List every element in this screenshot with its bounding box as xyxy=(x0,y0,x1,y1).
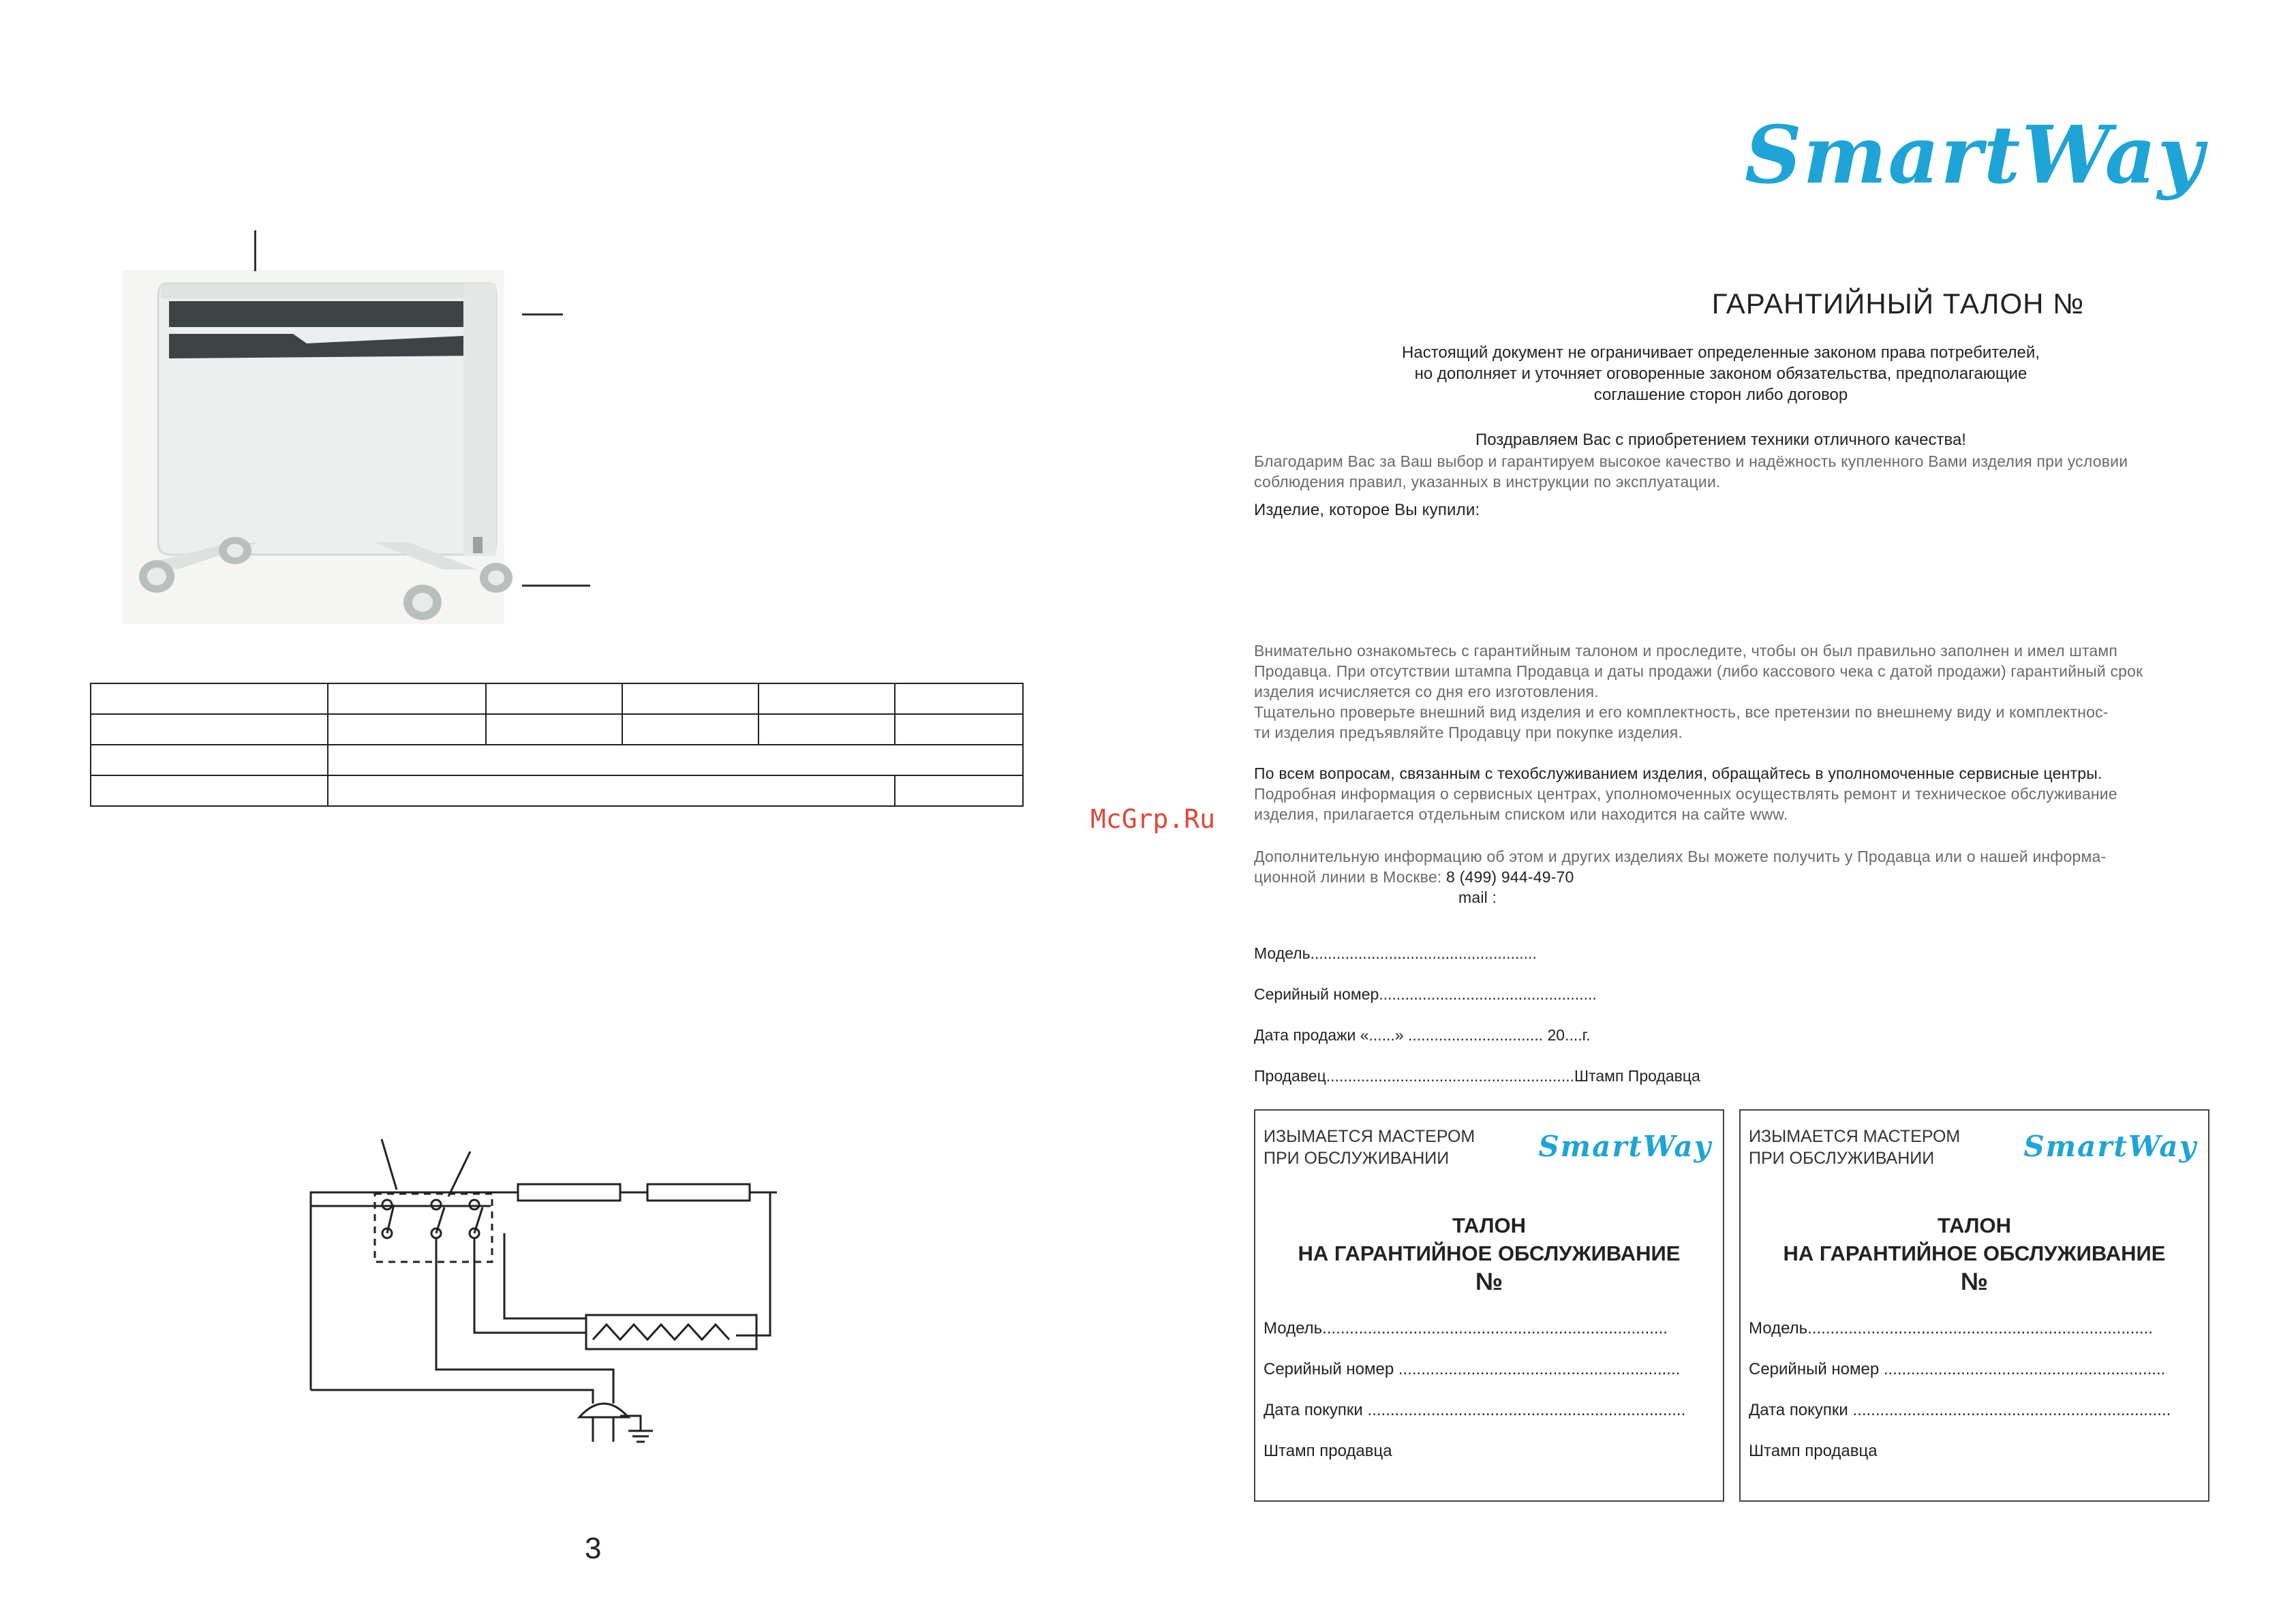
coupon-header: ИЗЫМАЕТСЯ МАСТЕРОМ ПРИ ОБСЛУЖИВАНИИ xyxy=(1749,1127,1961,1168)
coupon-header: ИЗЫМАЕТСЯ МАСТЕРОМ ПРИ ОБСЛУЖИВАНИИ xyxy=(1264,1127,1475,1168)
purchased-label: Изделие, которое Вы купили: xyxy=(1254,501,1480,519)
service-info-paragraph: Подробная информация о сервисных центрах, уполномоченных осуществлять ремонт и техническое обслуживание изделия, прилагается отдельным списком или находится на сайте www. xyxy=(1254,785,2117,823)
field-model: Модель.................................................... xyxy=(1254,944,1537,962)
coupon-model: Модель............................................................................ xyxy=(1264,1319,1668,1338)
attention-paragraph: Внимательно ознакомьтесь с гарантийным талоном и проследите, чтобы он был правильно заполнен и имел штамп Продавца. При отсутствии штампа Продавца и даты продажи (либо кассового чека с датой продажи) гарантийный срок изделия исчисляется со дня его изготовления. Тщательно проверьте внешний вид изделия и его комплектность, все претензии по внешнему виду и комплектнос- ти изделия предъявляйте Продавцу при покупке изделия. xyxy=(1254,642,2143,741)
coupon-model: Модель............................................................................ xyxy=(1749,1319,2153,1338)
phone-number: 8 (499) 944-49-70 xyxy=(1446,868,1574,886)
table-row xyxy=(91,745,1023,775)
coupon-title: ТАЛОН НА ГАРАНТИЙНОЕ ОБСЛУЖИВАНИЕ № xyxy=(1783,1214,2166,1295)
coupon-logo: SmartWay xyxy=(2023,1130,2197,1163)
service-coupon-1 xyxy=(1254,1109,1724,1502)
table-row xyxy=(91,714,1023,745)
coupon-stamp: Штамп продавца xyxy=(1264,1442,1392,1460)
heater-illustration xyxy=(123,270,532,638)
coupon-title: ТАЛОН НА ГАРАНТИЙНОЕ ОБСЛУЖИВАНИЕ № xyxy=(1298,1214,1681,1295)
coupon-date: Дата покупки ...................................................................... xyxy=(1264,1401,1686,1419)
field-seller: Продавец.........................................................Штамп Продавца xyxy=(1254,1067,1700,1085)
watermark: McGrp.Ru xyxy=(1090,804,1216,834)
heater-drawing xyxy=(123,270,532,638)
coupon-serial: Серийный номер .............................................................. xyxy=(1264,1360,1681,1378)
mail-label: mail : xyxy=(1458,888,1497,906)
coupon-logo: SmartWay xyxy=(1538,1130,1712,1163)
leader-line-right-bottom xyxy=(522,585,590,587)
congrats-text: Поздравляем Вас с приобретением техники отличного качества! xyxy=(1475,431,1966,449)
wiring-diagram xyxy=(300,1131,777,1458)
wiring-schematic xyxy=(300,1131,777,1458)
coupon-stamp: Штамп продавца xyxy=(1749,1442,1878,1460)
leader-line-right-top xyxy=(522,313,563,315)
warranty-title: ГАРАНТИЙНЫЙ ТАЛОН № xyxy=(1711,288,2085,320)
specifications-table xyxy=(90,683,1024,807)
leader-line-top xyxy=(254,230,256,271)
field-serial: Серийный номер.................................................. xyxy=(1254,985,1597,1003)
extra-info-paragraph: Дополнительную информацию об этом и других изделиях Вы можете получить у Продавца или о нашей информа- ционной линии в Москве: 8 (499) 944-49-70 xyxy=(1254,848,2107,886)
service-coupon-2 xyxy=(1739,1109,2209,1502)
intro-text: Настоящий документ не ограничивает определенные законом права потребителей, но дополняет и уточняет оговоренные законом обязательства, предполагающие соглашение сторон либо договор xyxy=(1402,343,2040,404)
field-sale-date: Дата продажи «......» ............................... 20....г. xyxy=(1254,1026,1591,1044)
smartway-logo: SmartWay xyxy=(1745,109,2205,202)
service-paragraph: По всем вопросам, связанным с техобслуживанием изделия, обращайтесь в уполномоченные сервисные центры. xyxy=(1254,764,2102,782)
coupon-date: Дата покупки ...................................................................... xyxy=(1749,1401,2171,1419)
table-row xyxy=(91,775,1023,806)
table-row xyxy=(91,683,1023,714)
thanks-paragraph: Благодарим Вас за Ваш выбор и гарантируем высокое качество и надёжность купленного Вами изделия при условии соблюдения правил, указанных в инструкции по эксплуатации. xyxy=(1254,452,2128,491)
coupon-serial: Серийный номер .............................................................. xyxy=(1749,1360,2166,1378)
page-number: 3 xyxy=(585,1532,602,1565)
